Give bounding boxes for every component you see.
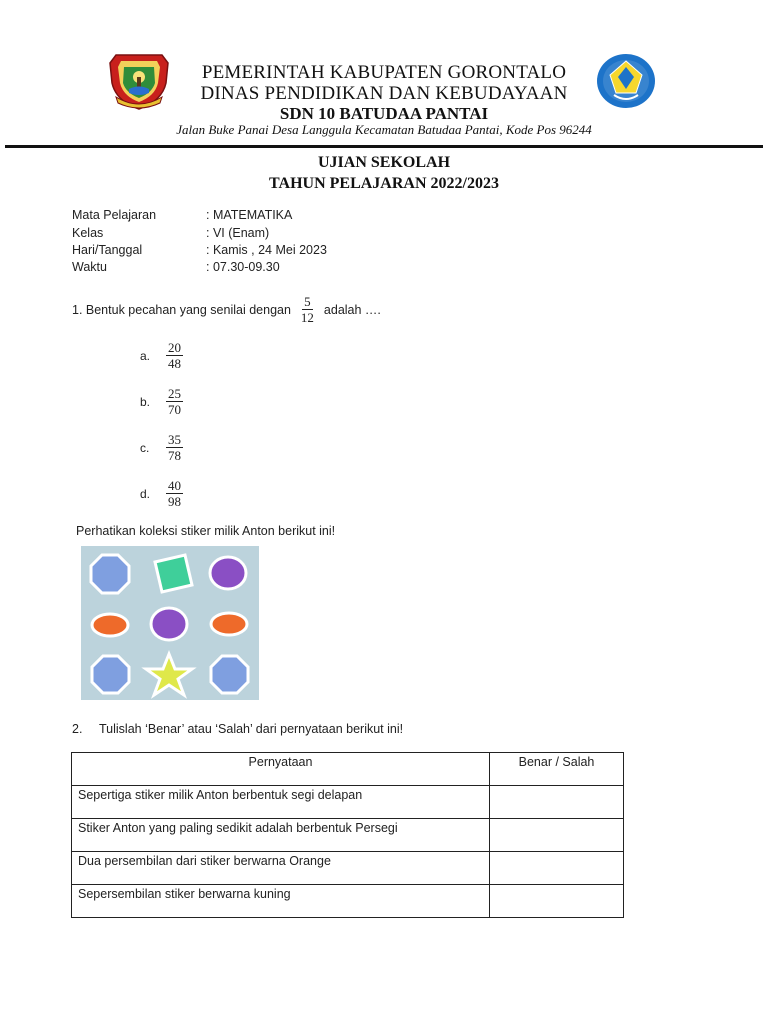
option-label: b. [140, 394, 151, 409]
table-row [72, 885, 624, 918]
purple-circle-sticker [151, 608, 187, 640]
answer-cell[interactable] [490, 786, 624, 819]
answer-table [71, 752, 624, 918]
statement-cell: Sepersembilan stiker berwarna kuning [72, 885, 490, 918]
header-address: Jalan Buke Panai Desa Langgula Kecamatan Batudaa Pantai, Kode Pos 96244 [176, 122, 592, 137]
statement-cell: Stiker Anton yang paling sedikit adalah berbentuk Persegi [72, 819, 490, 852]
option-label: d. [140, 486, 151, 501]
question-2-number: 2. [72, 722, 83, 736]
fraction-denominator: 12 [300, 310, 314, 325]
blue-octagon-sticker [91, 555, 129, 593]
question-2-text: Tulislah ‘Benar’ atau ‘Salah’ dari pernyataan berikut ini! [99, 722, 404, 736]
orange-oval-sticker [211, 613, 247, 635]
fraction-denominator: 78 [168, 448, 181, 463]
column-header-statement: Pernyataan [72, 753, 490, 786]
option-a [140, 340, 183, 371]
table-row [72, 819, 624, 852]
info-row-class [72, 226, 269, 240]
option-d [140, 478, 183, 509]
fraction-denominator: 48 [168, 356, 181, 371]
table-row [72, 786, 624, 819]
column-header-answer: Benar / Salah [490, 753, 624, 786]
fraction-numerator: 25 [168, 386, 181, 401]
info-row-time [72, 260, 280, 274]
header-school: SDN 10 BATUDAA PANTAI [279, 104, 489, 123]
table-row [72, 852, 624, 885]
info-row-subject [72, 208, 292, 222]
orange-oval-sticker [92, 614, 128, 636]
question-2 [72, 722, 403, 736]
question-1-suffix: adalah …. [323, 302, 381, 317]
sticker-collection-image [81, 546, 259, 700]
sticker-intro: Perhatikan koleksi stiker milik Anton berikut ini! [76, 524, 336, 538]
fraction-numerator: 35 [168, 432, 181, 447]
option-c [140, 432, 183, 463]
info-row-date [72, 243, 327, 257]
header-divider [5, 145, 763, 148]
info-value: : VI (Enam) [206, 226, 270, 240]
option-fraction [166, 478, 183, 509]
info-value: : 07.30-09.30 [206, 260, 280, 274]
info-label: Hari/Tanggal [72, 243, 143, 257]
info-label: Mata Pelajaran [72, 208, 157, 222]
statement-cell: Sepertiga stiker milik Anton berbentuk segi delapan [72, 786, 490, 819]
blue-octagon-sticker [211, 656, 248, 693]
option-fraction [166, 432, 183, 463]
info-label: Kelas [72, 226, 104, 240]
header-department: DINAS PENDIDIKAN DAN KEBUDAYAAN [200, 83, 568, 104]
exam-title: UJIAN SEKOLAH [317, 154, 451, 171]
question-1-text: 1. Bentuk pecahan yang senilai dengan [72, 302, 291, 317]
answer-cell[interactable] [490, 819, 624, 852]
fraction-numerator: 40 [168, 478, 181, 493]
header-government: PEMERINTAH KABUPATEN GORONTALO [201, 62, 567, 83]
info-label: Waktu [72, 260, 107, 274]
question-1-fraction [301, 294, 314, 325]
option-label: a. [140, 348, 151, 363]
option-b [140, 386, 183, 417]
fraction-numerator: 20 [168, 340, 181, 355]
option-fraction [166, 386, 183, 417]
table-header-row [72, 753, 624, 786]
answer-cell[interactable] [490, 852, 624, 885]
statement-cell: Dua persembilan dari stiker berwarna Orange [72, 852, 490, 885]
fraction-denominator: 98 [168, 494, 181, 509]
option-fraction [166, 340, 183, 371]
purple-circle-sticker [210, 557, 246, 589]
fraction-denominator: 70 [168, 402, 181, 417]
green-square-sticker [155, 555, 192, 592]
info-value: : MATEMATIKA [206, 208, 293, 222]
answer-cell[interactable] [490, 885, 624, 918]
option-label: c. [140, 440, 150, 455]
question-1 [72, 294, 381, 325]
blue-octagon-sticker [92, 656, 129, 693]
exam-year: TAHUN PELAJARAN 2022/2023 [269, 175, 499, 192]
info-value: : Kamis , 24 Mei 2023 [206, 243, 327, 257]
fraction-numerator: 5 [304, 294, 311, 309]
